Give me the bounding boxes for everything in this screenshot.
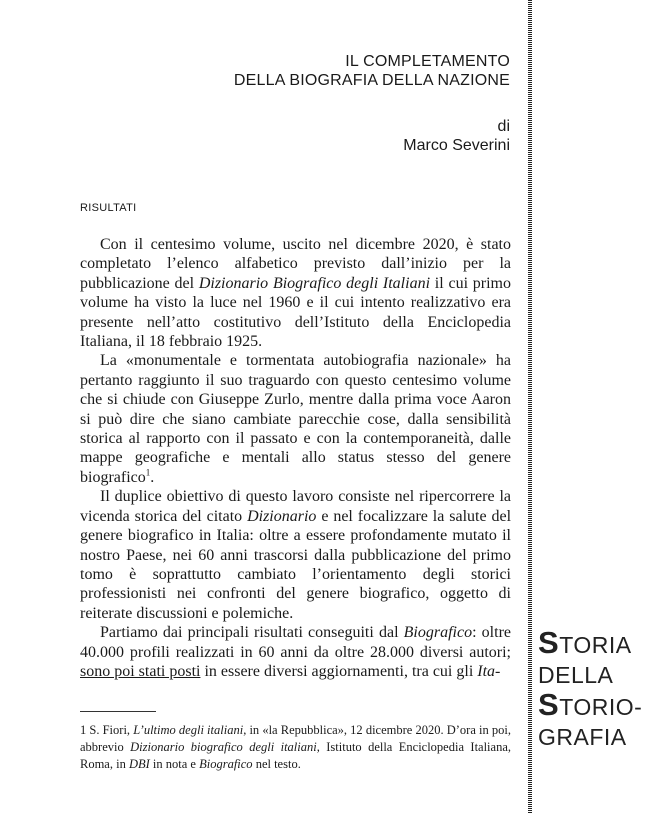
fn-italic-1: L’ultimo degli italiani	[133, 723, 244, 737]
p4-underlined: sono poi stati posti	[80, 662, 201, 680]
fn-text-e: nel testo.	[252, 756, 301, 771]
body-text	[80, 235, 511, 681]
article-title	[234, 52, 510, 90]
p4-italic-2: Ita-	[477, 662, 501, 680]
title-line-1: IL COMPLETAMENTO	[345, 53, 510, 70]
p2-text-a: La «monumentale e tormentata autobiografia nazionale» ha pertanto raggiunto il suo traguardo con questo centesimo volume che si chiude con Giuseppe Zurlo, mentre dalla prima voce Aaron si può dire che siano cambiate parecchie cose, dalla sensibilità storica al rapporto con il passato e con la contemporaneità, dalle mappe geografiche e mentali allo status stesso del genere biografico	[80, 352, 511, 486]
footnote-ref-1: 1	[145, 467, 151, 478]
paragraph-3	[80, 487, 511, 623]
p4-italic: Biografico	[403, 624, 473, 642]
fn-italic-2: Dizionario biografico degli italiani	[130, 739, 317, 754]
paragraph-4	[80, 623, 511, 681]
p3-text-b: e nel focalizzare la salute del genere biografico in Italia: oltre a essere profondamente mutato il nostro Paese, nei 60 anni trascorsi dalla pubblicazione del primo tomo è soprattutto cambiato l’orientamento degli storici professionisti nei confronti del genere biografico, oggetto di reiterate discussioni e polemiche.	[80, 507, 512, 622]
p4-text-c: in essere diversi aggiornamenti, tra cui gli	[200, 662, 478, 680]
footnote-1	[80, 722, 511, 772]
p1-text-a: Con il centesimo volume, uscito nel dicembre 2020, è stato completato l’elenco alfabetico previsto dall’inizio per la pubblicazione del	[80, 236, 511, 292]
series-initial-1: S	[538, 625, 560, 660]
fn-text-d: in nota e	[149, 756, 200, 771]
series-title	[538, 625, 643, 752]
series-line-3	[538, 687, 643, 722]
series-line-2: DELLA	[538, 662, 614, 688]
footnote-rule	[80, 711, 156, 712]
fn-text-b: , in «la Repubblica», 12 dicembre 2020. D’ora in poi, abbrevio	[80, 723, 511, 754]
p4-text-b: : oltre 40.000 profili realizzati in 60 anni da oltre 28.000 diversi autori;	[80, 624, 511, 661]
author-block	[403, 117, 510, 155]
p4-text-a: Partiamo dai principali risultati conseguiti dal	[100, 624, 404, 642]
fn-text-a: 1 S. Fiori,	[80, 723, 134, 737]
fn-text-c: , Istituto della Enciclopedia Italiana, Roma, in	[80, 739, 512, 771]
title-line-2: DELLA BIOGRAFIA DELLA NAZIONE	[233, 72, 510, 89]
spine-rule	[528, 0, 532, 813]
author-name: Marco Severini	[403, 137, 510, 154]
fn-italic-4: Biografico	[199, 756, 253, 771]
p1-text-b: il cui primo volume ha visto la luce nel 1960 e il cui intento realizzativo era presente nell’atto costitutivo dell’Istituto della Enciclopedia Italiana, il 18 febbraio 1925.	[80, 274, 511, 351]
series-initial-3: S	[538, 687, 560, 722]
section-label: RISULTATI	[80, 202, 137, 214]
paragraph-2	[80, 351, 511, 487]
author-di: di	[497, 118, 510, 135]
p3-italic: Dizionario	[247, 507, 317, 525]
paragraph-1	[80, 235, 511, 351]
series-line-4: GRAFIA	[538, 724, 627, 750]
series-line-1	[538, 625, 642, 660]
p2-text-b: .	[150, 468, 155, 486]
series-line-3-rest: TORIO-	[559, 694, 643, 720]
fn-italic-3: DBI	[128, 756, 150, 771]
p1-italic: Dizionario Biografico degli Italiani	[198, 274, 431, 292]
series-line-1-rest: TORIA	[559, 632, 632, 658]
p3-text-a: Il duplice obiettivo di questo lavoro consiste nel ripercorrere la vicenda storica del citato	[80, 488, 511, 525]
